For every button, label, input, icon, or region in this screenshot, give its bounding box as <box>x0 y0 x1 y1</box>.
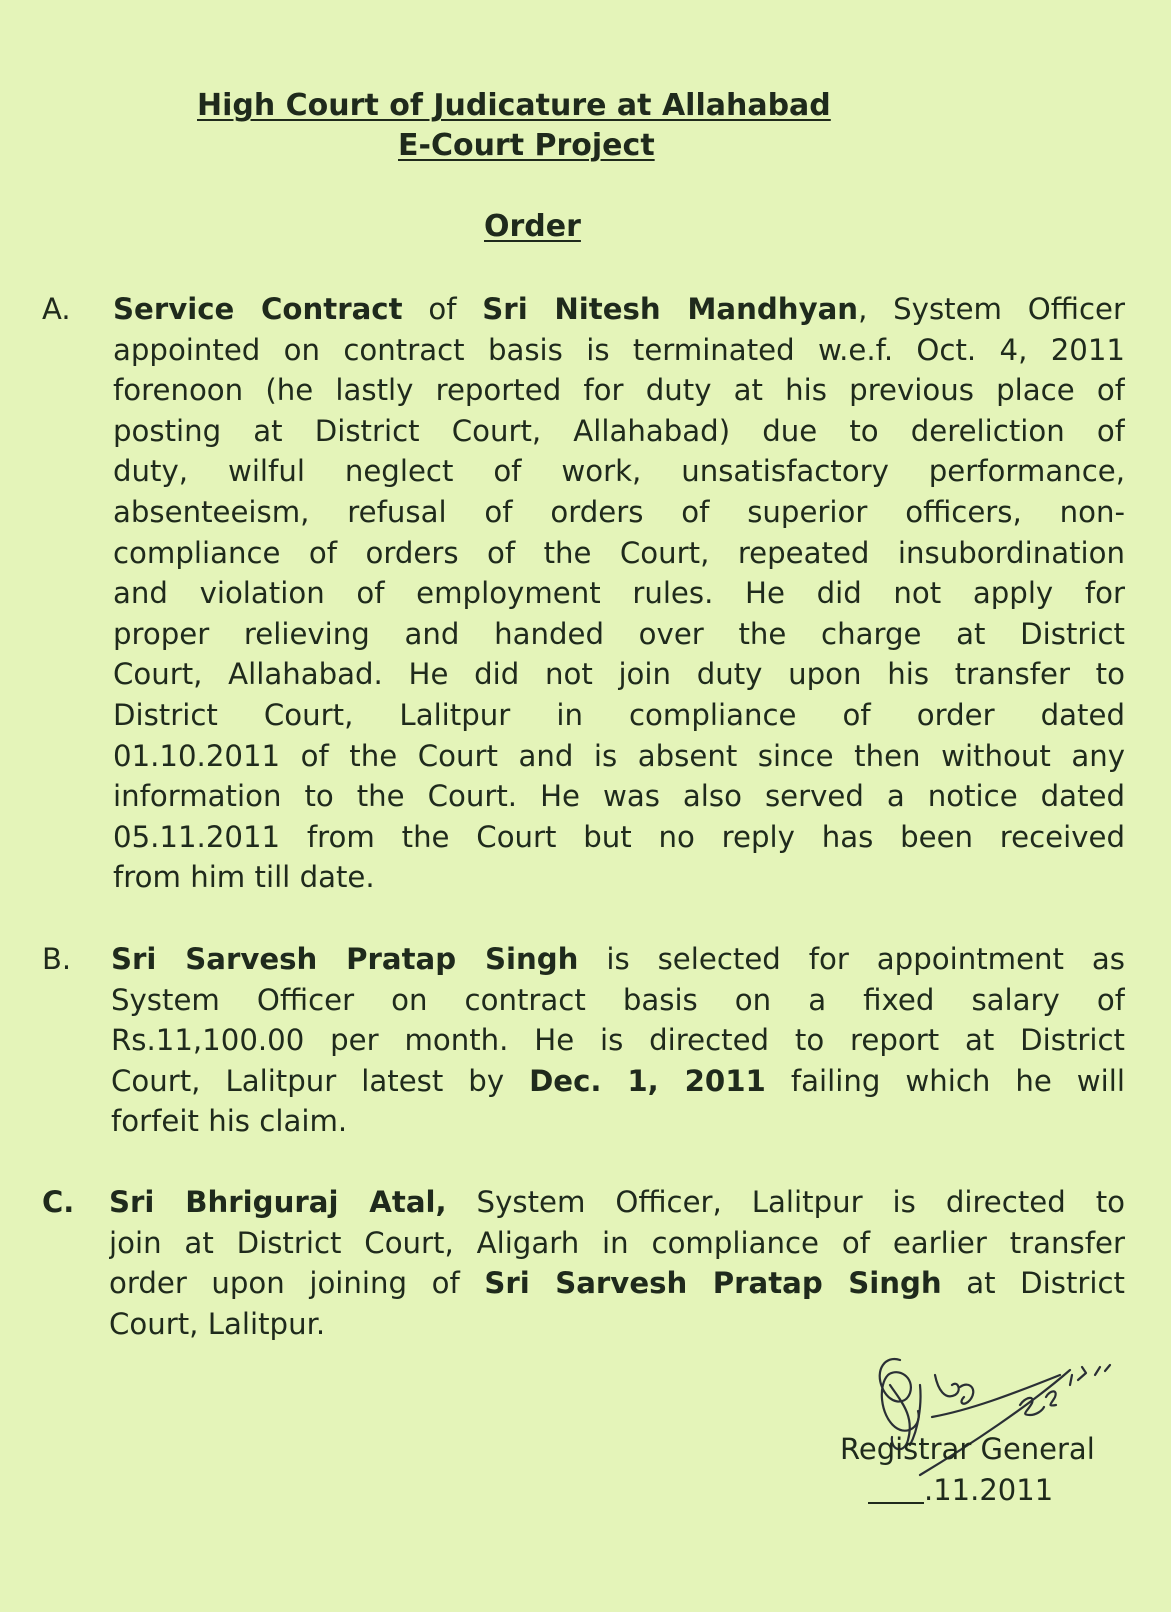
paragraph-line: 05.11.2011 from the Court but no reply has been received <box>113 819 1125 854</box>
paragraph-line <box>109 1263 1125 1304</box>
text-span: at District <box>941 1266 1125 1301</box>
text-span: of <box>402 292 483 326</box>
paragraph-c-label: C. <box>42 1185 75 1219</box>
paragraph-line: and violation of employment rules. He did not apply for <box>113 576 1125 611</box>
paragraph-a <box>113 289 1125 898</box>
date-blank-line <box>868 1502 924 1504</box>
paragraph-line <box>111 939 1125 980</box>
paragraph-line: forfeit his claim. <box>111 1104 348 1139</box>
text-span: , System Officer <box>858 292 1125 326</box>
paragraph-line <box>113 289 1125 330</box>
text-span: System Officer, Lalitpur is directed to <box>446 1185 1125 1219</box>
bold-text: Sri Bhriguraj Atal, <box>109 1185 447 1219</box>
text-span: failing which he will <box>765 1063 1125 1098</box>
paragraph-b <box>111 939 1125 1142</box>
bold-text: Sri Nitesh Mandhyan <box>482 292 859 326</box>
court-name-heading: High Court of Judicature at Allahabad <box>197 88 831 123</box>
paragraph-line: duty, wilful neglect of work, unsatisfactory performance, <box>113 454 1125 489</box>
bold-text: Sri Sarvesh Pratap Singh <box>111 942 579 976</box>
paragraph-a-label: A. <box>42 292 71 326</box>
paragraph-line: appointed on contract basis is terminated w.e.f. Oct. 4, 2011 <box>113 332 1125 367</box>
project-heading: E-Court Project <box>398 128 655 163</box>
paragraph-line: join at District Court, Aligarh in compliance of earlier transfer <box>109 1225 1125 1260</box>
bold-text: Sri Sarvesh Pratap Singh <box>484 1266 942 1301</box>
paragraph-line: District Court, Lalitpur in compliance of order dated <box>113 697 1125 732</box>
text-span: is selected for appointment as <box>578 942 1125 976</box>
paragraph-line: compliance of orders of the Court, repeated insubordination <box>113 535 1125 570</box>
paragraph-line: absenteeism, refusal of orders of superior officers, non- <box>113 494 1125 529</box>
paragraph-b-label: B. <box>42 942 72 976</box>
bold-text: Service Contract <box>113 292 403 326</box>
paragraph-line: Court, Lalitpur. <box>109 1306 326 1341</box>
signatory-designation: Registrar General <box>840 1432 1095 1466</box>
paragraph-line: from him till date. <box>113 860 375 895</box>
paragraph-line: Court, Allahabad. He did not join duty upon his transfer to <box>113 657 1125 692</box>
paragraph-line: 01.10.2011 of the Court and is absent since then without any <box>113 738 1125 773</box>
paragraph-line: forenoon (he lastly reported for duty at his previous place of <box>113 373 1125 408</box>
signature-date <box>868 1472 1053 1508</box>
paragraph-line: information to the Court. He was also served a notice dated <box>113 779 1125 814</box>
date-text: .11.2011 <box>924 1473 1054 1507</box>
order-title: Order <box>484 209 581 244</box>
paragraph-line <box>111 1061 1125 1102</box>
paragraph-line: proper relieving and handed over the charge at District <box>113 616 1125 651</box>
paragraph-line: System Officer on contract basis on a fixed salary of <box>111 982 1125 1017</box>
text-span: order upon joining of <box>109 1266 485 1301</box>
text-span: Court, Lalitpur latest by <box>111 1063 530 1098</box>
paragraph-line: Rs.11,100.00 per month. He is directed to report at District <box>111 1023 1125 1058</box>
paragraph-line <box>109 1182 1125 1223</box>
paragraph-c <box>109 1182 1125 1344</box>
paragraph-line: posting at District Court, Allahabad) due to dereliction of <box>113 413 1125 448</box>
bold-text: Dec. 1, 2011 <box>529 1063 766 1098</box>
